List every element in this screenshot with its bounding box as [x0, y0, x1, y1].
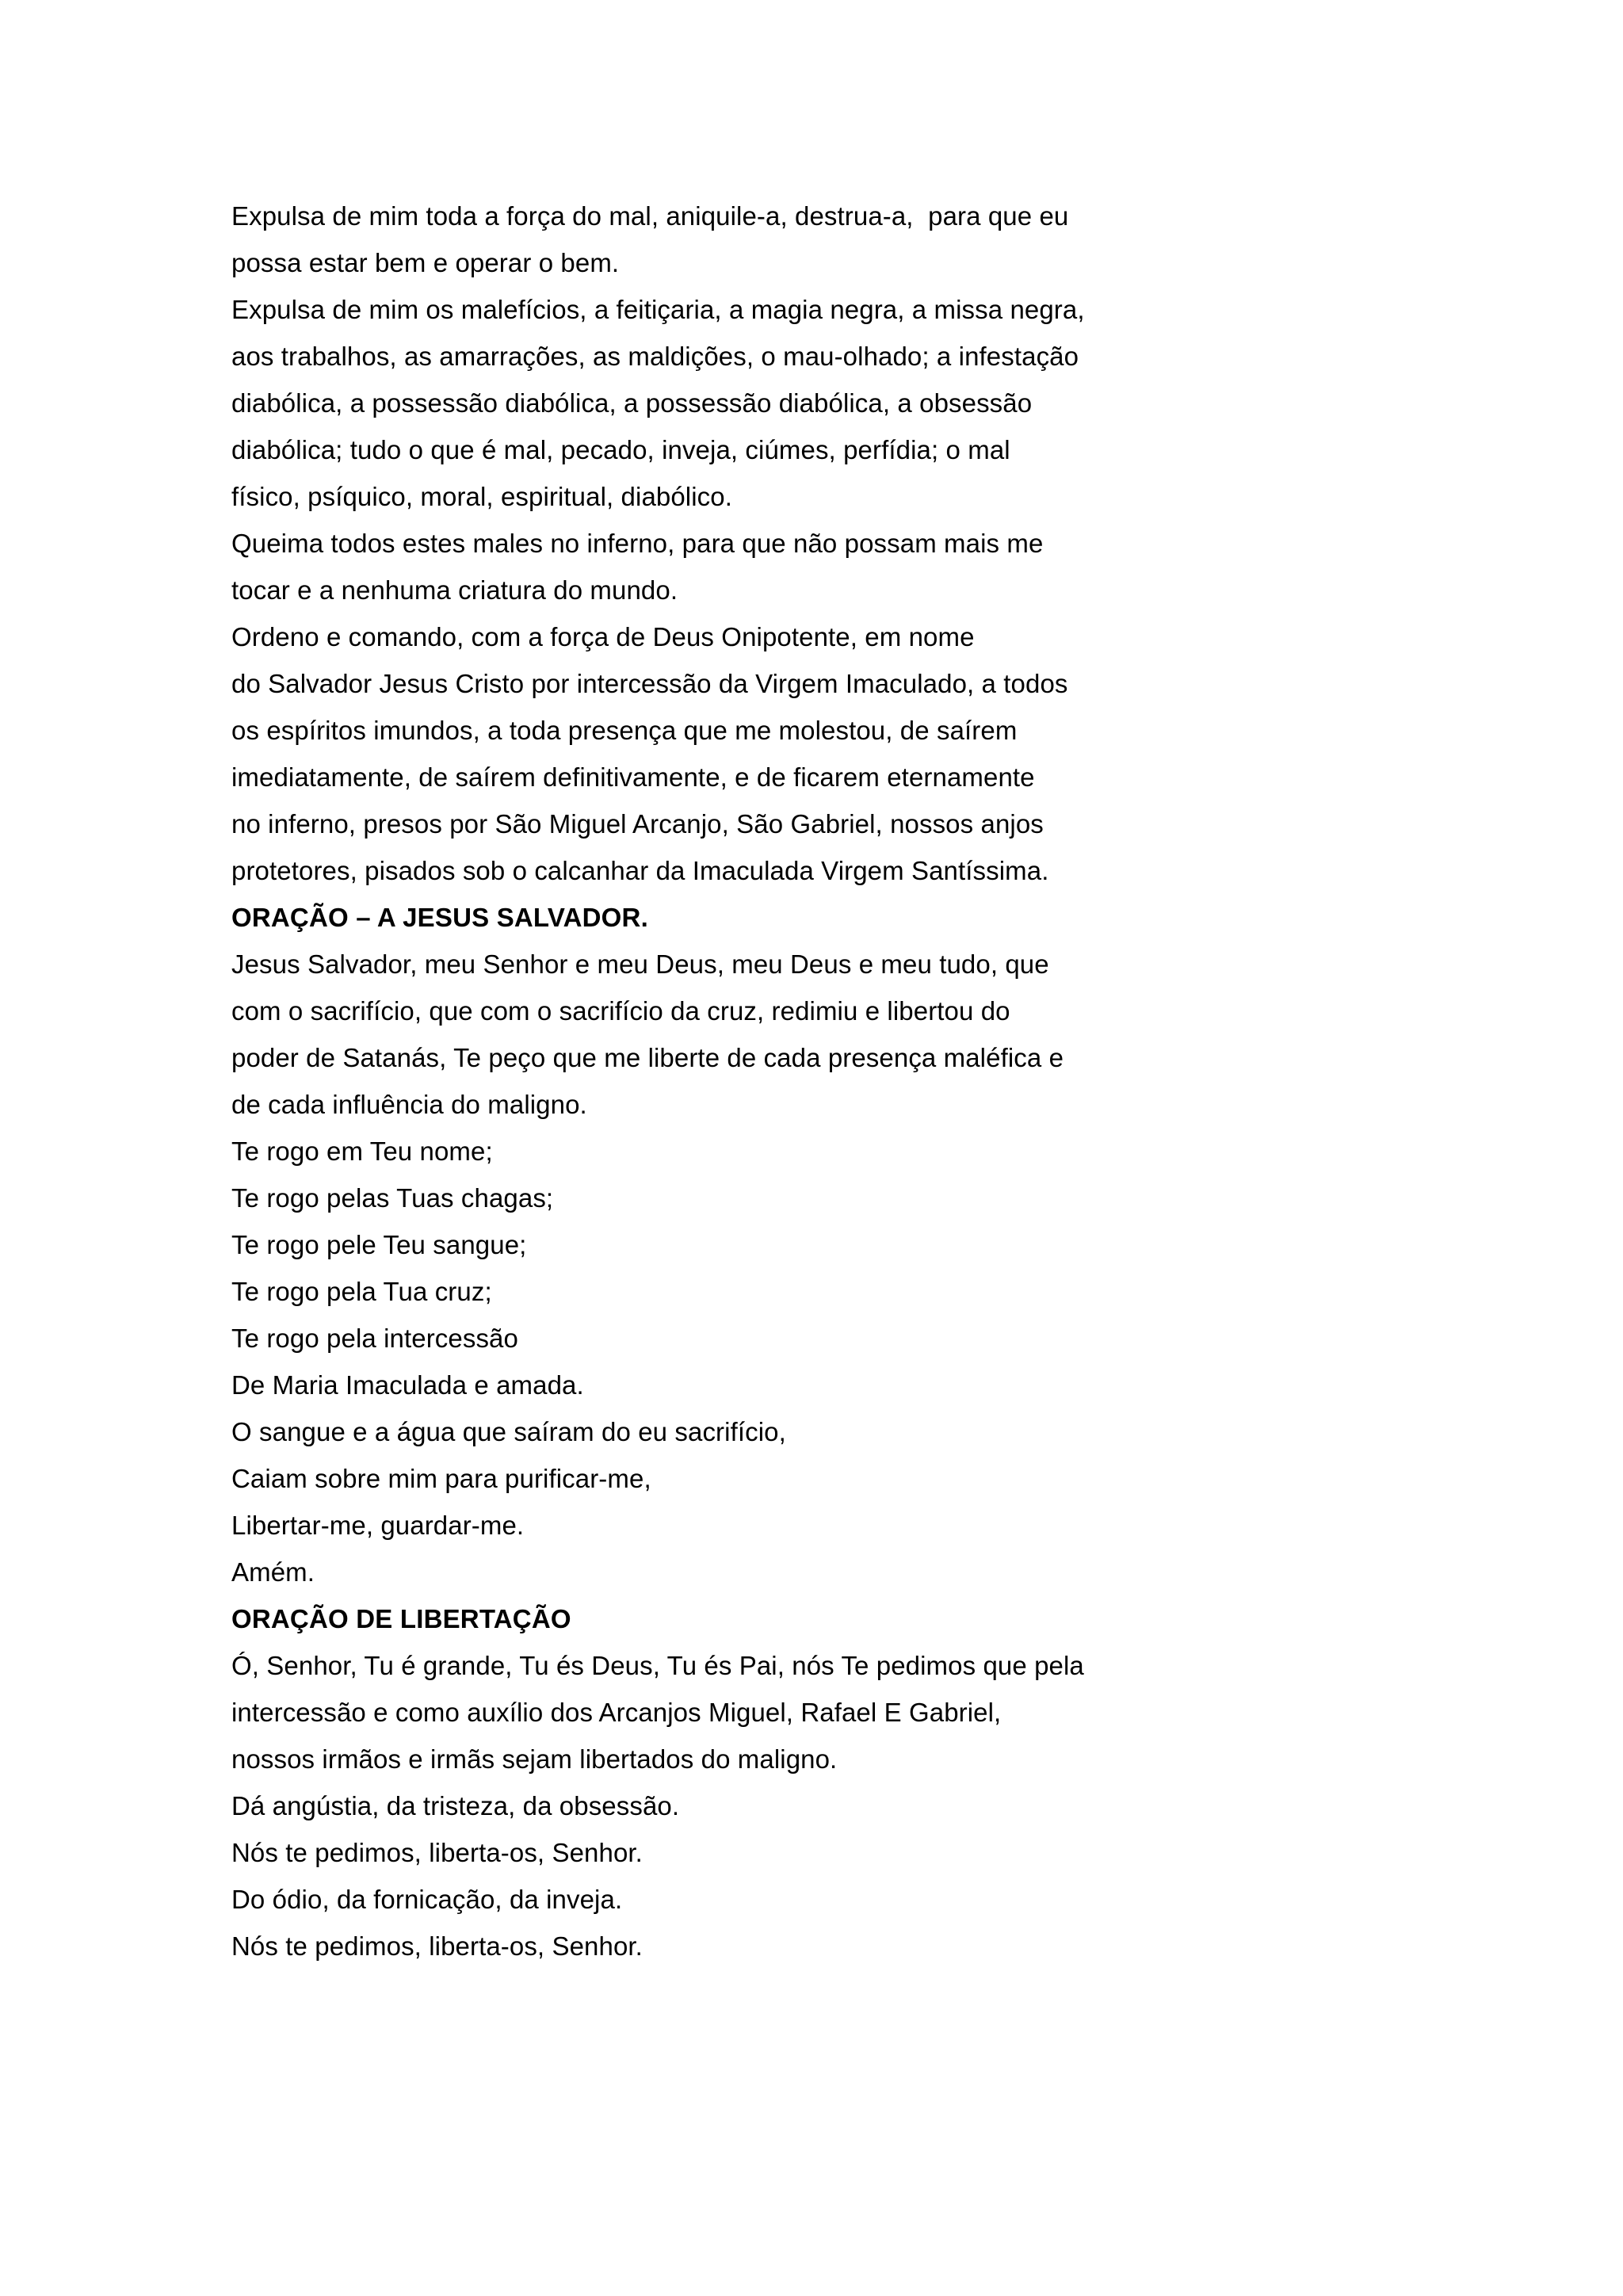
paragraph-line: no inferno, presos por São Miguel Arcanjo, São Gabriel, nossos anjos — [231, 809, 1044, 839]
paragraph-line: Te rogo em Teu nome; — [231, 1137, 493, 1166]
paragraph-line: Te rogo pelas Tuas chagas; — [231, 1183, 554, 1213]
paragraph-line: os espíritos imundos, a toda presença que me molestou, de saírem — [231, 716, 1018, 745]
paragraph-line: Caiam sobre mim para purificar-me, — [231, 1464, 651, 1493]
paragraph-line: O sangue e a água que saíram do eu sacrifício, — [231, 1417, 786, 1446]
paragraph-line: Nós te pedimos, liberta-os, Senhor. — [231, 1838, 643, 1867]
paragraph-line: Expulsa de mim toda a força do mal, aniquile-a, destrua-a, para que eu — [231, 201, 1069, 231]
paragraph-line: Expulsa de mim os malefícios, a feitiçaria, a magia negra, a missa negra, — [231, 295, 1085, 324]
paragraph-line: com o sacrifício, que com o sacrifício da cruz, redimiu e libertou do — [231, 996, 1010, 1026]
paragraph-line: imediatamente, de saírem definitivamente, e de ficarem eternamente — [231, 762, 1035, 792]
paragraph-line: físico, psíquico, moral, espiritual, diabólico. — [231, 482, 732, 511]
paragraph-line: do Salvador Jesus Cristo por intercessão da Virgem Imaculado, a todos — [231, 669, 1068, 698]
paragraph-line: Do ódio, da fornicação, da inveja. — [231, 1885, 623, 1914]
paragraph-line: Dá angústia, da tristeza, da obsessão. — [231, 1791, 680, 1820]
paragraph-line: possa estar bem e operar o bem. — [231, 248, 620, 277]
paragraph-line: diabólica; tudo o que é mal, pecado, inveja, ciúmes, perfídia; o mal — [231, 435, 1010, 464]
paragraph-line: protetores, pisados sob o calcanhar da Imaculada Virgem Santíssima. — [231, 856, 1049, 885]
paragraph-line: Libertar-me, guardar-me. — [231, 1511, 525, 1540]
paragraph-line: De Maria Imaculada e amada. — [231, 1370, 584, 1400]
paragraph-line: tocar e a nenhuma criatura do mundo. — [231, 575, 678, 605]
paragraph-line: Te rogo pele Teu sangue; — [231, 1230, 527, 1259]
paragraph-line: Amém. — [231, 1557, 315, 1587]
document-text-body — [231, 193, 1404, 1969]
paragraph-line: Te rogo pela intercessão — [231, 1324, 518, 1353]
section-heading: ORAÇÃO DE LIBERTAÇÃO — [231, 1604, 571, 1633]
paragraph-line: Ó, Senhor, Tu é grande, Tu és Deus, Tu és Pai, nós Te pedimos que pela — [231, 1651, 1084, 1680]
paragraph-line: intercessão e como auxílio dos Arcanjos Miguel, Rafael E Gabriel, — [231, 1698, 1002, 1727]
paragraph-line: Ordeno e comando, com a força de Deus Onipotente, em nome — [231, 622, 975, 651]
paragraph-line: Jesus Salvador, meu Senhor e meu Deus, meu Deus e meu tudo, que — [231, 949, 1049, 979]
paragraph-line: Nós te pedimos, liberta-os, Senhor. — [231, 1931, 643, 1961]
paragraph-line: poder de Satanás, Te peço que me liberte de cada presença maléfica e — [231, 1043, 1064, 1072]
paragraph-line: diabólica, a possessão diabólica, a possessão diabólica, a obsessão — [231, 388, 1033, 418]
paragraph-line: aos trabalhos, as amarrações, as maldições, o mau-olhado; a infestação — [231, 342, 1079, 371]
paragraph-line: de cada influência do maligno. — [231, 1090, 587, 1119]
paragraph-line: nossos irmãos e irmãs sejam libertados do maligno. — [231, 1744, 838, 1774]
paragraph-line: Queima todos estes males no inferno, para que não possam mais me — [231, 529, 1044, 558]
paragraph-line: Te rogo pela Tua cruz; — [231, 1277, 492, 1306]
section-heading: ORAÇÃO – A JESUS SALVADOR. — [231, 903, 648, 932]
